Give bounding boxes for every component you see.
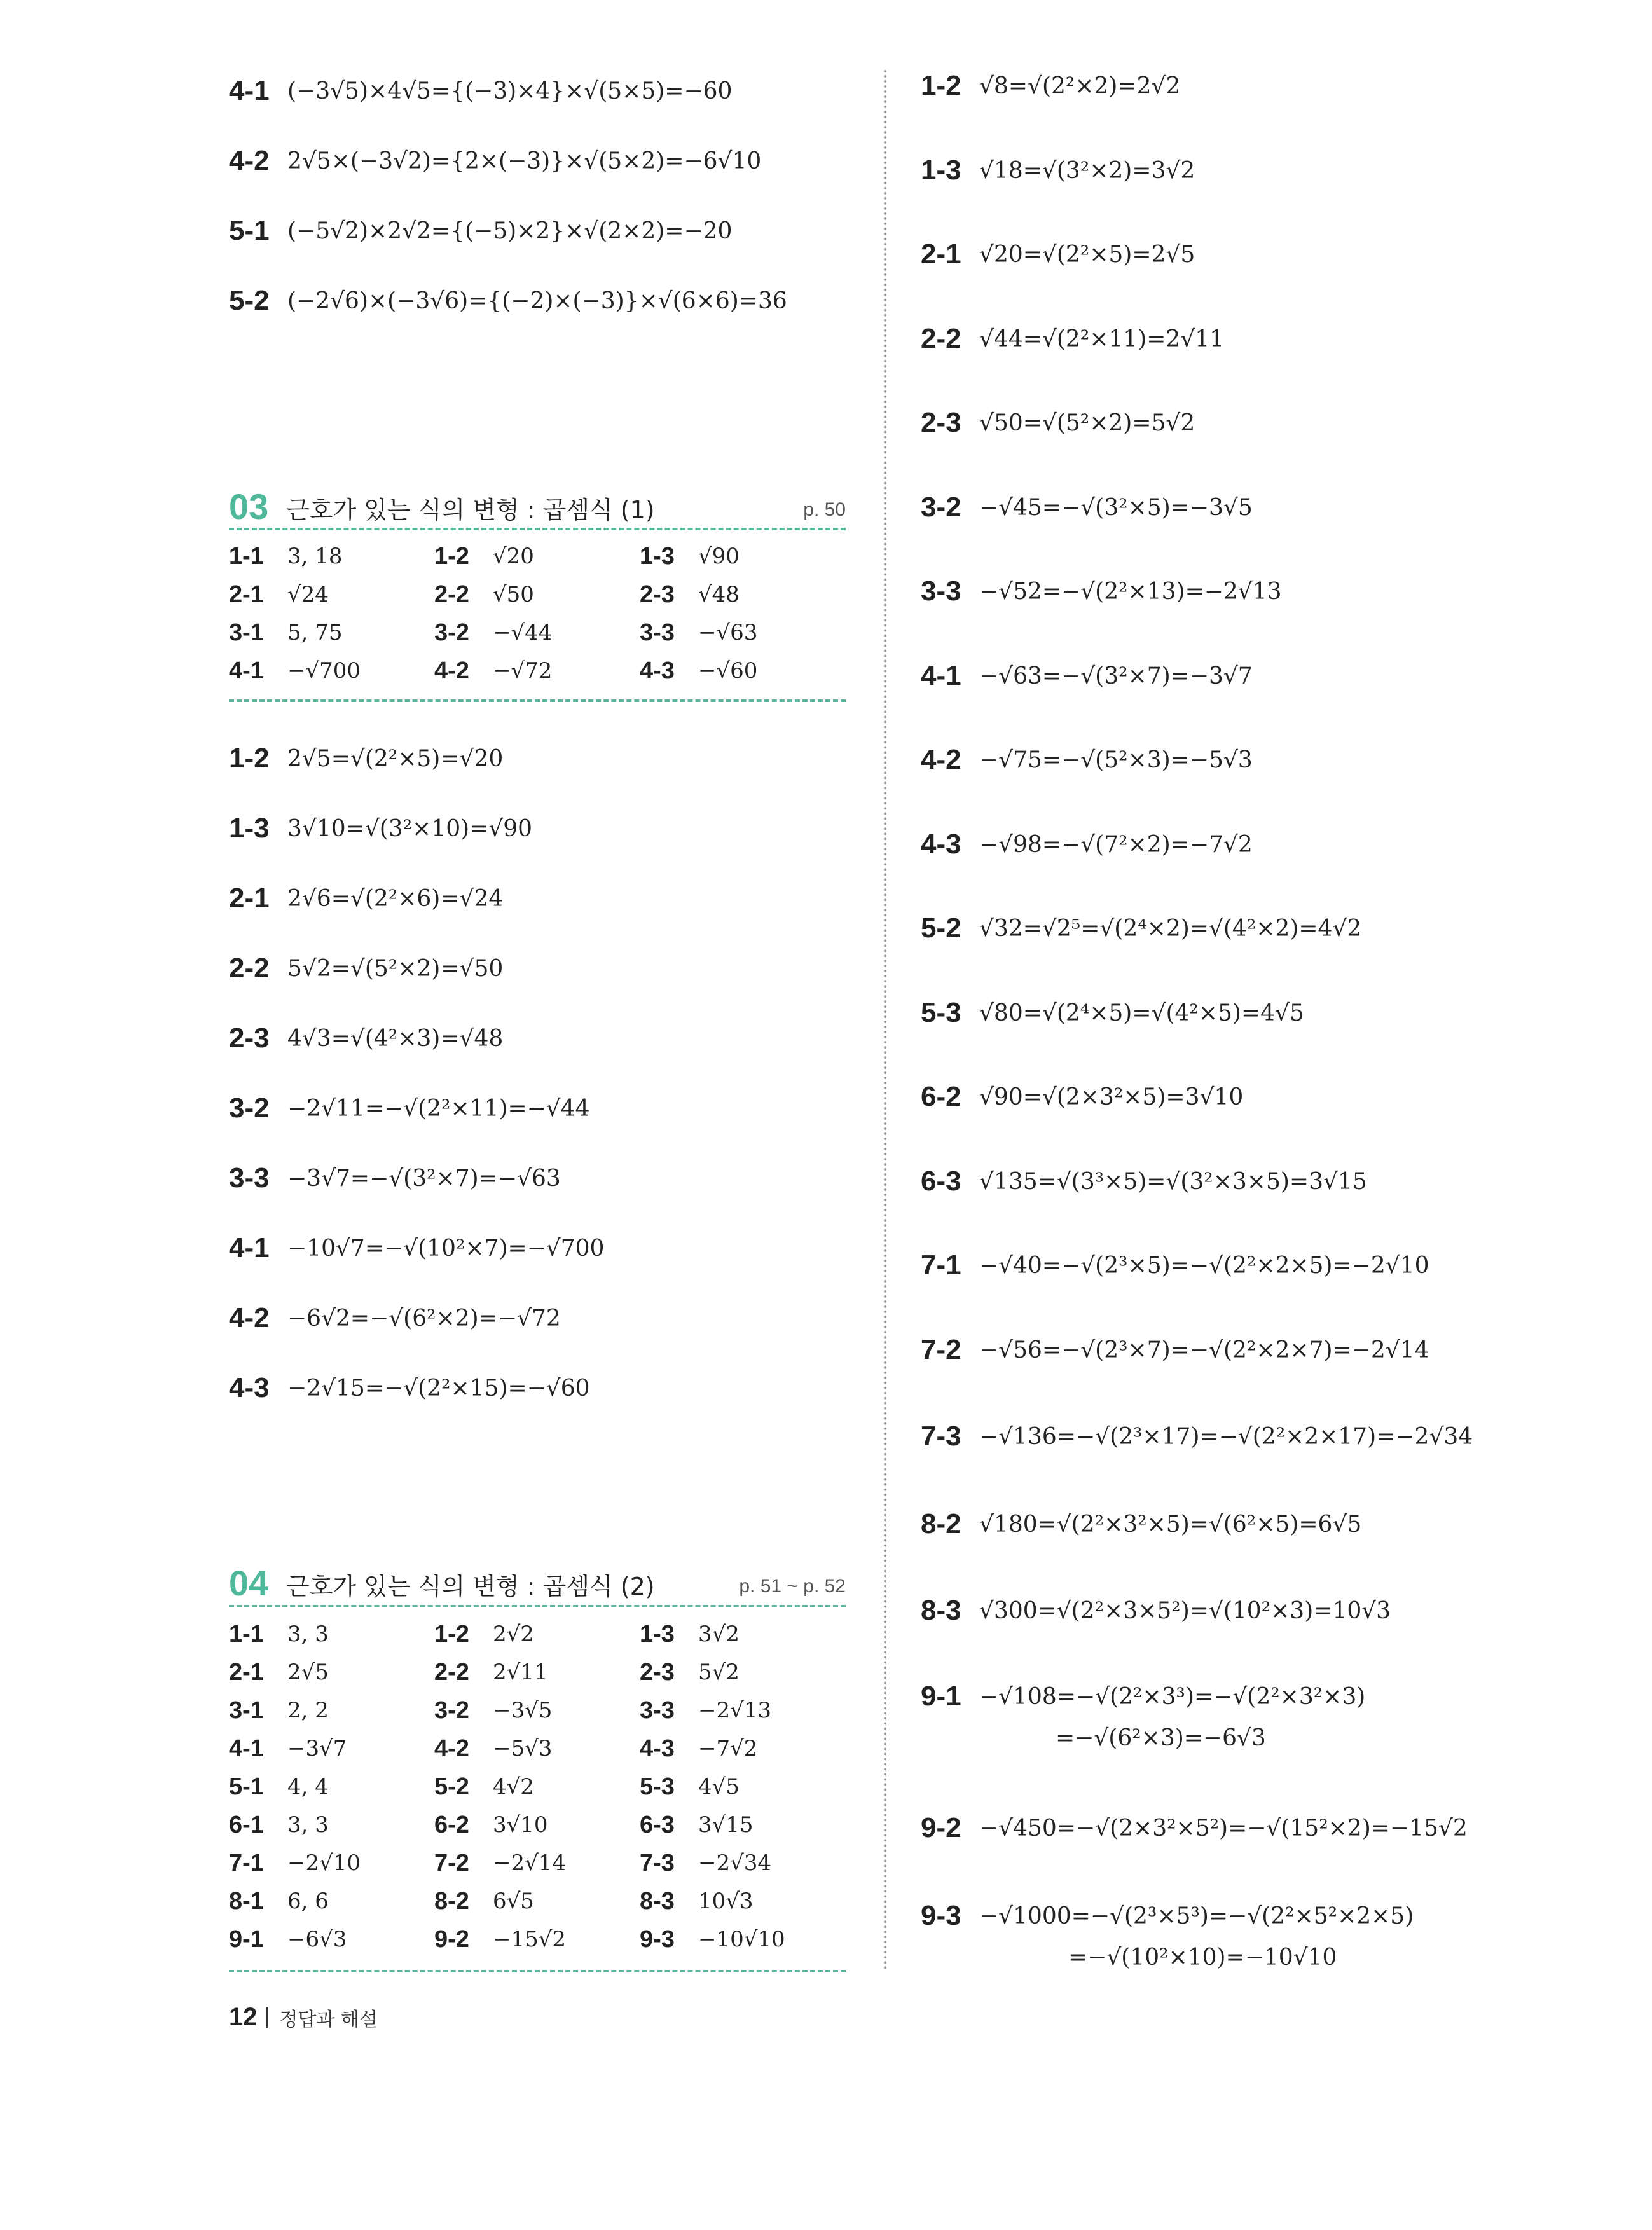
- answer-row: [229, 652, 846, 690]
- problem-label: 5-2: [921, 912, 961, 944]
- problem-label: 9-1: [921, 1681, 961, 1712]
- answer-value: −2√13: [698, 1698, 772, 1723]
- problem-label: 3-3: [921, 575, 961, 607]
- answer-value: 3, 3: [287, 1812, 329, 1838]
- problem-label: 4-2: [921, 744, 961, 775]
- answer-label: 9-2: [434, 1925, 469, 1953]
- problem-label: 7-1: [921, 1249, 961, 1281]
- answer-cell: [640, 1850, 845, 1877]
- problem-label: 3-2: [229, 1092, 270, 1124]
- answer-cell: [229, 1773, 434, 1801]
- answer-label: 7-2: [434, 1849, 469, 1876]
- answer-label: 4-2: [434, 657, 469, 684]
- answer-label: 3-3: [640, 1697, 675, 1724]
- solution-row: [921, 1812, 1468, 1844]
- answer-row: [229, 537, 846, 575]
- answer-cell: [229, 619, 434, 647]
- answer-grid: [229, 1615, 846, 1958]
- answer-value: −√72: [493, 658, 553, 684]
- answer-value: √48: [698, 582, 740, 607]
- section-title: 근호가 있는 식의 변형 : 곱셈식 (2): [286, 1573, 655, 1600]
- answer-value: −2√14: [493, 1850, 567, 1876]
- solution-row: [921, 1681, 1365, 1712]
- answer-row: [229, 614, 846, 652]
- solution-row: [229, 1302, 561, 1334]
- problem-label: 5-3: [921, 997, 961, 1028]
- solution-row: [921, 1081, 1243, 1113]
- answer-label: 8-3: [640, 1887, 675, 1915]
- answer-cell: [434, 1697, 640, 1724]
- solution-expression: −√56=−√(2³×7)=−√(2²×2×7)=−2√14: [979, 1337, 1429, 1363]
- solution-row: [229, 1372, 590, 1404]
- solution-row: [229, 813, 532, 844]
- solution-expression: −√45=−√(3²×5)=−3√5: [979, 494, 1253, 521]
- answer-value: √90: [698, 544, 740, 569]
- solution-row: [921, 238, 1195, 270]
- column-divider: [884, 70, 886, 1971]
- answer-value: √24: [287, 582, 329, 607]
- answer-value: 3√10: [493, 1812, 548, 1838]
- answer-row: [229, 1844, 846, 1882]
- problem-label: 8-2: [921, 1508, 961, 1539]
- answer-value: −10√10: [698, 1927, 785, 1952]
- section-number: 04: [229, 1563, 269, 1603]
- answer-label: 1-3: [640, 542, 675, 570]
- answer-cell: [640, 657, 845, 685]
- problem-label: 1-3: [229, 813, 270, 844]
- section-page-ref: p. 50: [803, 499, 846, 520]
- answer-row: [229, 1806, 846, 1844]
- solution-expression: −2√15=−√(2²×15)=−√60: [287, 1375, 590, 1401]
- solution-row: [921, 997, 1304, 1029]
- answer-label: 5-1: [229, 1773, 264, 1800]
- answer-label: 4-1: [229, 657, 264, 684]
- answer-cell: [434, 543, 640, 570]
- solution-expression: −√108=−√(2²×3³)=−√(2²×3²×3): [979, 1683, 1366, 1710]
- solution-expression-cont: =−√(10²×10)=−10√10: [1068, 1944, 1337, 1971]
- answer-cell: [229, 1850, 434, 1877]
- solution-row: [229, 215, 732, 247]
- answer-label: 7-3: [640, 1849, 675, 1876]
- answer-row: [229, 1691, 846, 1730]
- answer-label: 2-1: [229, 581, 264, 608]
- answer-label: 1-2: [434, 1620, 469, 1648]
- answer-cell: [229, 1659, 434, 1686]
- answer-label: 4-1: [229, 1735, 264, 1762]
- answer-label: 2-2: [434, 1658, 469, 1686]
- answer-cell: [640, 543, 845, 570]
- answer-label: 1-3: [640, 1620, 675, 1648]
- answer-cell: [434, 1812, 640, 1839]
- solution-expression: −6√2=−√(6²×2)=−√72: [287, 1305, 561, 1332]
- solution-row: [229, 1022, 503, 1054]
- answer-value: 2√5: [287, 1660, 329, 1685]
- solution-expression: √18=√(3²×2)=3√2: [979, 157, 1195, 184]
- problem-label: 3-3: [229, 1162, 270, 1194]
- footer-divider: [266, 2007, 268, 2028]
- dashed-divider: [229, 699, 846, 702]
- answer-row: [229, 1653, 846, 1691]
- answer-label: 3-1: [229, 1697, 264, 1724]
- answer-label: 3-2: [434, 619, 469, 646]
- answer-cell: [229, 657, 434, 685]
- answer-value: 2√11: [493, 1660, 548, 1685]
- answer-label: 8-2: [434, 1887, 469, 1915]
- footer-text: 정답과 해설: [279, 2008, 378, 2031]
- answer-value: −7√2: [698, 1736, 758, 1761]
- page-number: 12: [229, 2003, 258, 2031]
- answer-cell: [434, 1850, 640, 1877]
- solution-row: [229, 743, 503, 774]
- answer-cell: [640, 1888, 845, 1915]
- problem-label: 9-2: [921, 1812, 961, 1843]
- solution-continuation: [1068, 1944, 1337, 1971]
- answer-label: 3-3: [640, 619, 675, 646]
- problem-label: 2-1: [229, 883, 270, 914]
- solution-row: [921, 1421, 1473, 1452]
- problem-label: 4-3: [921, 829, 961, 860]
- solution-row: [229, 145, 761, 177]
- answer-label: 9-3: [640, 1925, 675, 1953]
- solution-expression: (−2√6)×(−3√6)={(−2)×(−3)}×√(6×6)=36: [287, 287, 787, 314]
- answer-label: 4-3: [640, 1735, 675, 1762]
- solution-row: [921, 575, 1282, 607]
- answer-cell: [434, 1659, 640, 1686]
- answer-value: −√60: [698, 658, 758, 684]
- dashed-divider: [229, 528, 846, 530]
- solution-expression: −√98=−√(7²×2)=−7√2: [979, 831, 1253, 858]
- problem-label: 2-3: [921, 407, 961, 438]
- answer-cell: [229, 1812, 434, 1839]
- answer-label: 4-3: [640, 657, 675, 684]
- solution-expression: 2√5×(−3√2)={2×(−3)}×√(5×2)=−6√10: [287, 148, 762, 174]
- answer-value: 2√2: [493, 1621, 534, 1647]
- answer-label: 3-2: [434, 1697, 469, 1724]
- answer-label: 2-2: [434, 581, 469, 608]
- solution-expression: √300=√(2²×3×5²)=√(10²×3)=10√3: [979, 1597, 1391, 1624]
- problem-label: 8-3: [921, 1595, 961, 1626]
- solution-expression: √20=√(2²×5)=2√5: [979, 241, 1195, 268]
- solution-expression: −√1000=−√(2³×5³)=−√(2²×5²×2×5): [979, 1903, 1414, 1929]
- answer-label: 5-3: [640, 1773, 675, 1800]
- answer-cell: [229, 1888, 434, 1915]
- problem-label: 5-2: [229, 285, 270, 316]
- solution-expression: 3√10=√(3²×10)=√90: [287, 815, 533, 842]
- answer-value: −3√5: [493, 1698, 553, 1723]
- problem-label: 4-1: [229, 75, 270, 106]
- solution-row: [229, 285, 787, 317]
- answer-cell: [229, 1735, 434, 1763]
- solution-row: [229, 1232, 604, 1264]
- answer-cell: [434, 1735, 640, 1763]
- answer-value: 4, 4: [287, 1774, 329, 1800]
- solution-row: [921, 744, 1253, 776]
- problem-label: 2-2: [229, 953, 270, 984]
- answer-cell: [640, 581, 845, 609]
- answer-cell: [229, 1697, 434, 1724]
- solution-expression: 5√2=√(5²×2)=√50: [287, 955, 504, 982]
- answer-label: 2-1: [229, 1658, 264, 1686]
- answer-label: 5-2: [434, 1773, 469, 1800]
- section-number: 03: [229, 486, 269, 527]
- solution-row: [921, 1334, 1429, 1366]
- problem-label: 4-3: [229, 1372, 270, 1403]
- answer-row: [229, 1768, 846, 1806]
- answer-row: [229, 1920, 846, 1958]
- solution-expression: −√52=−√(2²×13)=−2√13: [979, 578, 1282, 605]
- problem-label: 9-3: [921, 1900, 961, 1931]
- solution-row: [921, 829, 1253, 860]
- problem-label: 7-2: [921, 1334, 961, 1365]
- solution-row: [921, 660, 1253, 692]
- solution-row: [921, 492, 1253, 523]
- answer-cell: [229, 1926, 434, 1953]
- problem-label: 4-1: [921, 660, 961, 691]
- answer-value: 6√5: [493, 1889, 534, 1914]
- solution-expression: √32=√2⁵=√(2⁴×2)=√(4²×2)=4√2: [979, 915, 1362, 942]
- answer-cell: [434, 1926, 640, 1953]
- answer-value: 3√2: [698, 1621, 740, 1647]
- problem-label: 2-2: [921, 323, 961, 354]
- solution-expression-cont: =−√(6²×3)=−6√3: [1056, 1725, 1266, 1751]
- solution-expression: −√136=−√(2³×17)=−√(2²×2×17)=−2√34: [979, 1423, 1473, 1450]
- section-page-ref: p. 51 ~ p. 52: [739, 1576, 846, 1597]
- solution-expression: 4√3=√(4²×3)=√48: [287, 1025, 504, 1052]
- problem-label: 3-2: [921, 492, 961, 523]
- answer-label: 6-2: [434, 1811, 469, 1838]
- problem-label: 4-2: [229, 1302, 270, 1333]
- solution-row: [921, 70, 1180, 102]
- answer-cell: [434, 619, 640, 647]
- answer-value: −√700: [287, 658, 361, 684]
- answer-label: 4-2: [434, 1735, 469, 1762]
- solution-row: [229, 75, 732, 107]
- dashed-divider: [229, 1970, 846, 1972]
- answer-cell: [229, 543, 434, 570]
- solution-continuation: [1056, 1725, 1266, 1751]
- answer-label: 2-3: [640, 1658, 675, 1686]
- answer-label: 1-1: [229, 542, 264, 570]
- solution-row: [921, 155, 1195, 186]
- answer-cell: [640, 1697, 845, 1724]
- solution-expression: −√63=−√(3²×7)=−3√7: [979, 663, 1253, 689]
- solution-row: [921, 407, 1195, 439]
- problem-label: 4-1: [229, 1232, 270, 1263]
- answer-cell: [640, 1926, 845, 1953]
- problem-label: 7-3: [921, 1421, 961, 1452]
- answer-cell: [434, 1888, 640, 1915]
- solution-expression: (−3√5)×4√5={(−3)×4}×√(5×5)=−60: [287, 78, 733, 104]
- solution-expression: (−5√2)×2√2={(−5)×2}×√(2×2)=−20: [287, 217, 733, 244]
- answer-value: √50: [493, 582, 534, 607]
- answer-row: [229, 1730, 846, 1768]
- answer-value: −2√34: [698, 1850, 772, 1876]
- answer-cell: [640, 1812, 845, 1839]
- solution-expression: −3√7=−√(3²×7)=−√63: [287, 1165, 561, 1192]
- problem-label: 6-2: [921, 1081, 961, 1112]
- answer-cell: [640, 1773, 845, 1801]
- problem-label: 6-3: [921, 1166, 961, 1197]
- answer-value: 10√3: [698, 1889, 754, 1914]
- answer-value: −5√3: [493, 1736, 553, 1761]
- solution-expression: −2√11=−√(2²×11)=−√44: [287, 1095, 590, 1122]
- solution-row: [229, 953, 503, 984]
- answer-cell: [434, 657, 640, 685]
- answer-value: √20: [493, 544, 534, 569]
- solution-expression: √44=√(2²×11)=2√11: [979, 326, 1225, 352]
- section-03-header: [229, 480, 846, 525]
- answer-row: [229, 1615, 846, 1653]
- answer-cell: [640, 1621, 845, 1648]
- solution-expression: 2√5=√(2²×5)=√20: [287, 745, 504, 772]
- answer-row: [229, 575, 846, 614]
- solution-expression: √180=√(2²×3²×5)=√(6²×5)=6√5: [979, 1511, 1362, 1538]
- solution-row: [921, 323, 1224, 355]
- solution-expression: 2√6=√(2²×6)=√24: [287, 885, 504, 912]
- answer-value: −√44: [493, 620, 553, 645]
- solution-expression: −√450=−√(2×3²×5²)=−√(15²×2)=−15√2: [979, 1815, 1468, 1841]
- answer-label: 3-1: [229, 619, 264, 646]
- answer-cell: [434, 581, 640, 609]
- section-04-header: [229, 1557, 846, 1601]
- solution-row: [229, 1162, 561, 1194]
- solution-row: [921, 1900, 1414, 1932]
- problem-label: 2-1: [921, 238, 961, 270]
- answer-label: 8-1: [229, 1887, 264, 1915]
- answer-label: 1-2: [434, 542, 469, 570]
- answer-grid: [229, 537, 846, 690]
- answer-cell: [640, 619, 845, 647]
- answer-value: −3√7: [287, 1736, 347, 1761]
- answer-label: 1-1: [229, 1620, 264, 1648]
- section-title: 근호가 있는 식의 변형 : 곱셈식 (1): [286, 496, 655, 524]
- answer-cell: [434, 1773, 640, 1801]
- answer-value: −6√3: [287, 1927, 347, 1952]
- answer-value: 3, 3: [287, 1621, 329, 1647]
- problem-label: 1-3: [921, 155, 961, 186]
- problem-label: 5-1: [229, 215, 270, 246]
- solution-expression: −√40=−√(2³×5)=−√(2²×2×5)=−2√10: [979, 1252, 1429, 1279]
- solution-row: [921, 1166, 1367, 1197]
- answer-label: 2-3: [640, 581, 675, 608]
- answer-cell: [640, 1659, 845, 1686]
- solution-expression: −10√7=−√(10²×7)=−√700: [287, 1235, 605, 1262]
- dashed-divider: [229, 1605, 846, 1607]
- page-footer: [229, 2003, 378, 2032]
- answer-label: 9-1: [229, 1925, 264, 1953]
- answer-value: 3√15: [698, 1812, 754, 1838]
- answer-label: 7-1: [229, 1849, 264, 1876]
- answer-cell: [640, 1735, 845, 1763]
- solution-expression: √135=√(3³×5)=√(3²×3×5)=3√15: [979, 1168, 1367, 1195]
- solution-row: [921, 1249, 1429, 1281]
- answer-value: 6, 6: [287, 1889, 329, 1914]
- solution-expression: √80=√(2⁴×5)=√(4²×5)=4√5: [979, 1000, 1304, 1026]
- solution-row: [921, 1508, 1361, 1540]
- solution-row: [229, 883, 503, 914]
- answer-value: 4√5: [698, 1774, 740, 1800]
- answer-cell: [229, 581, 434, 609]
- problem-label: 1-2: [229, 743, 270, 774]
- answer-value: −15√2: [493, 1927, 567, 1952]
- problem-label: 2-3: [229, 1022, 270, 1054]
- answer-label: 6-3: [640, 1811, 675, 1838]
- problem-label: 1-2: [921, 70, 961, 101]
- answer-value: −√63: [698, 620, 758, 645]
- problem-label: 4-2: [229, 145, 270, 176]
- answer-value: 4√2: [493, 1774, 534, 1800]
- solution-expression: √8=√(2²×2)=2√2: [979, 72, 1181, 99]
- solution-row: [921, 1595, 1391, 1627]
- answer-cell: [229, 1621, 434, 1648]
- answer-value: 2, 2: [287, 1698, 329, 1723]
- solution-expression: √90=√(2×3²×5)=3√10: [979, 1084, 1244, 1110]
- solution-expression: √50=√(5²×2)=5√2: [979, 410, 1195, 436]
- answer-label: 6-1: [229, 1811, 264, 1838]
- answer-value: −2√10: [287, 1850, 361, 1876]
- answer-cell: [434, 1621, 640, 1648]
- solution-row: [229, 1092, 590, 1124]
- answer-value: 5√2: [698, 1660, 740, 1685]
- answer-value: 3, 18: [287, 544, 343, 569]
- answer-value: 5, 75: [287, 620, 343, 645]
- answer-row: [229, 1882, 846, 1920]
- solution-expression: −√75=−√(5²×3)=−5√3: [979, 747, 1253, 773]
- solution-row: [921, 912, 1361, 944]
